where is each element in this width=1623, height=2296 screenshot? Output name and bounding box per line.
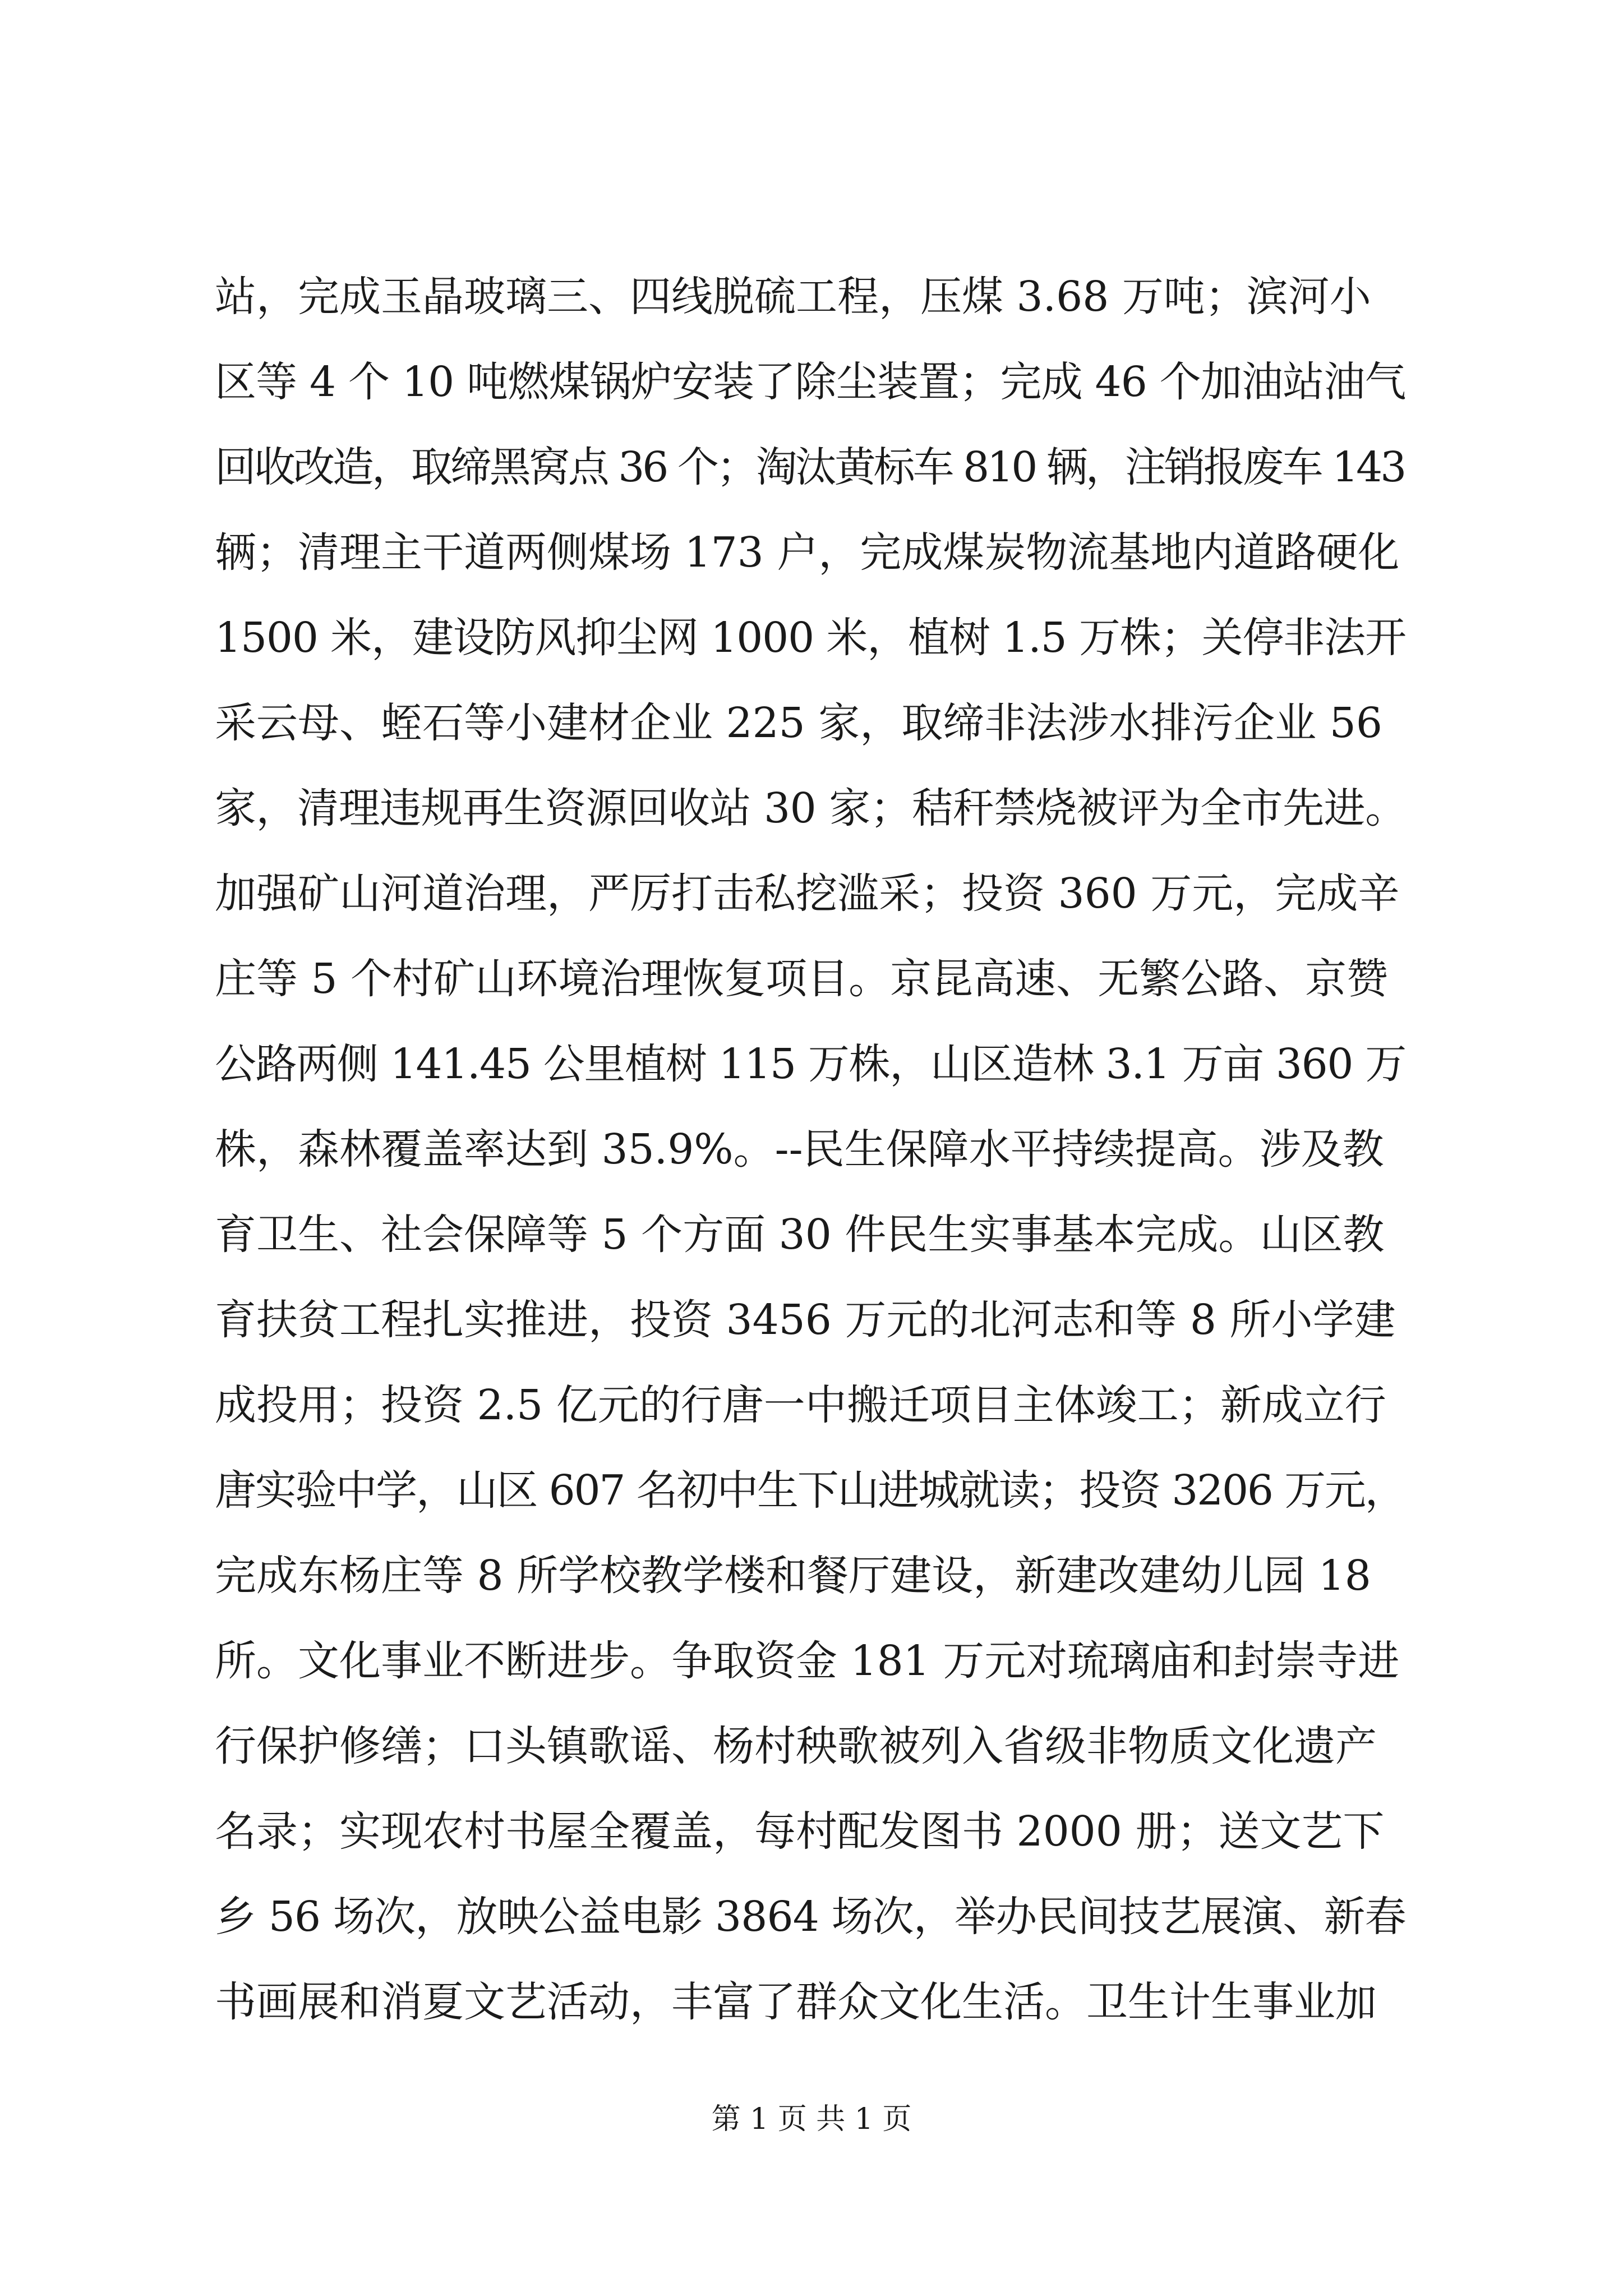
text-line: 株，森林覆盖率达到 35.9%。--民生保障水平持续提高。涉及教 <box>215 1125 1384 1174</box>
body-text <box>215 254 1407 2045</box>
text-line: 站，完成玉晶玻璃三、四线脱硫工程，压煤 3.68 万吨；滨河小 <box>215 273 1371 321</box>
text-line: 书画展和消夏文艺活动，丰富了群众文化生活。卫生计生事业加 <box>215 1978 1377 2026</box>
text-line: 家，清理违规再生资源回收站 30 家；秸秆禁烧被评为全市先进。 <box>215 784 1407 832</box>
text-line: 行保护修缮；口头镇歌谣、杨村秧歌被列入省级非物质文化遗产 <box>215 1722 1377 1770</box>
text-line: 回收改造，取缔黑窝点 36 个；淘汰黄标车 810 辆，注销报废车 143 <box>215 443 1405 491</box>
text-line: 成投用；投资 2.5 亿元的行唐一中搬迁项目主体竣工；新成立行 <box>215 1381 1386 1429</box>
text-line: 庄等 5 个村矿山环境治理恢复项目。京昆高速、无繁公路、京赞 <box>215 955 1389 1003</box>
text-line: 1500 米，建设防风抑尘网 1000 米，植树 1.5 万株；关停非法开 <box>215 614 1406 662</box>
text-line: 辆；清理主干道两侧煤场 173 户，完成煤炭物流基地内道路硬化 <box>215 528 1400 577</box>
text-line: 育卫生、社会保障等 5 个方面 30 件民生实事基本完成。山区教 <box>215 1211 1385 1259</box>
text-line: 完成东杨庄等 8 所学校教学楼和餐厅建设，新建改建幼儿园 18 <box>215 1552 1371 1600</box>
text-line: 采云母、蛭石等小建材企业 225 家，取缔非法涉水排污企业 56 <box>215 699 1382 747</box>
text-line: 乡 56 场次，放映公益电影 3864 场次，举办民间技艺展演、新春 <box>215 1893 1406 1941</box>
text-line: 名录；实现农村书屋全覆盖，每村配发图书 2000 册；送文艺下 <box>215 1807 1385 1856</box>
text-line: 育扶贫工程扎实推进，投资 3456 万元的北河志和等 8 所小学建 <box>215 1296 1396 1344</box>
page-footer: 第 1 页 共 1 页 <box>711 2102 912 2136</box>
text-line: 加强矿山河道治理，严厉打击私挖滥采；投资 360 万元，完成辛 <box>215 869 1400 918</box>
text-line: 唐实验中学，山区 607 名初中生下山进城就读；投资 3206 万元， <box>215 1466 1405 1515</box>
text-line: 区等 4 个 10 吨燃煤锅炉安装了除尘装置；完成 46 个加油站油气 <box>215 358 1406 406</box>
text-line: 所。文化事业不断进步。争取资金 181 万元对琉璃庙和封崇寺进 <box>215 1637 1400 1685</box>
text-line: 公路两侧 141.45 公里植树 115 万株，山区造林 3.1 万亩 360 万 <box>215 1040 1406 1088</box>
